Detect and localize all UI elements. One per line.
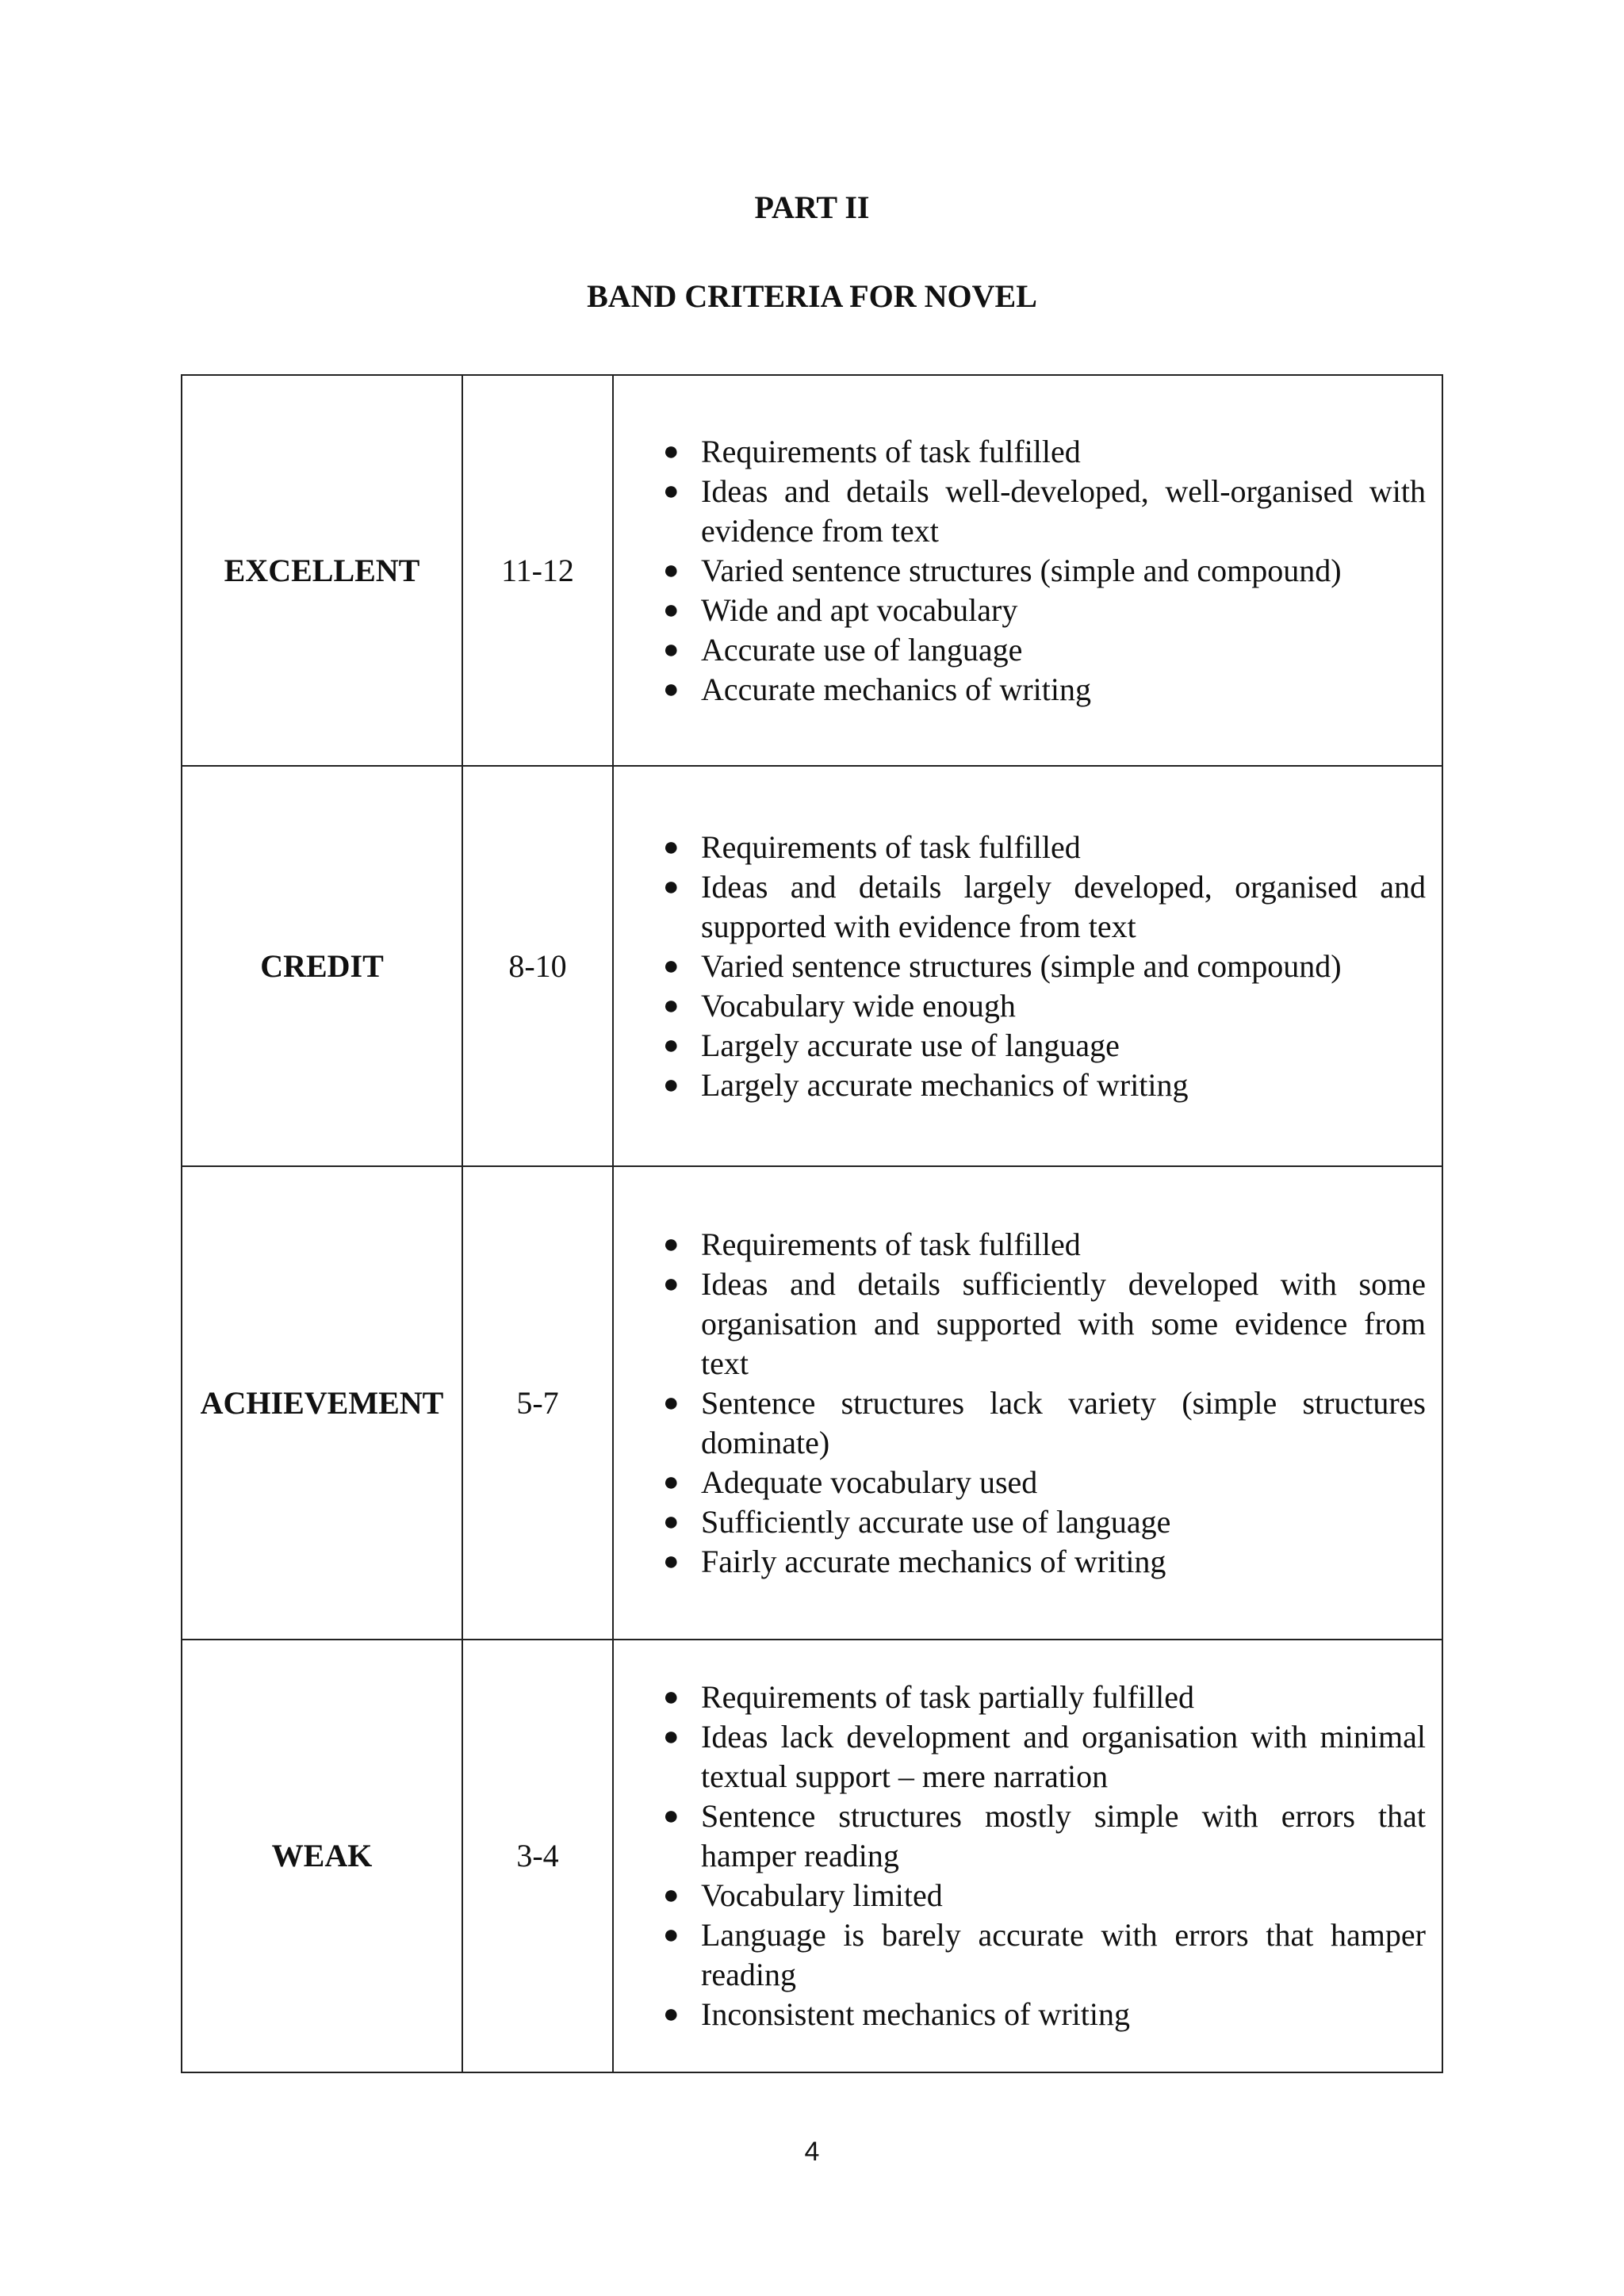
criteria-text: Requirements of task fulfilled	[701, 1226, 1081, 1262]
criteria-item	[614, 591, 1426, 630]
criteria-item	[614, 630, 1426, 670]
bullet-icon: ●	[663, 674, 680, 704]
criteria-text: Ideas lack development and organisation with minimal textual support – mere narration	[701, 1719, 1426, 1794]
criteria-item	[614, 1797, 1426, 1876]
band-row-credit	[182, 766, 1442, 1166]
band-criteria-cell	[613, 766, 1442, 1166]
criteria-text: Requirements of task fulfilled	[701, 433, 1081, 469]
criteria-item	[614, 1265, 1426, 1383]
band-name: CREDIT	[182, 766, 462, 1166]
bullet-icon: ●	[663, 1999, 680, 2029]
criteria-list	[614, 1225, 1426, 1582]
criteria-item	[614, 1876, 1426, 1915]
criteria-item	[614, 670, 1426, 710]
criteria-item	[614, 1066, 1426, 1105]
criteria-item	[614, 472, 1426, 551]
criteria-item	[614, 828, 1426, 867]
band-name: ACHIEVEMENT	[182, 1166, 462, 1640]
criteria-text: Fairly accurate mechanics of writing	[701, 1543, 1166, 1579]
criteria-item	[614, 551, 1426, 591]
criteria-item	[614, 1995, 1426, 2034]
criteria-item	[614, 1383, 1426, 1463]
criteria-text: Inconsistent mechanics of writing	[701, 1996, 1130, 2032]
criteria-text: Requirements of task partially fulfilled	[701, 1679, 1195, 1715]
page-number: 4	[804, 2137, 820, 2167]
criteria-text: Varied sentence structures (simple and compound)	[701, 552, 1342, 588]
bullet-icon: ●	[663, 1467, 680, 1497]
bullet-icon: ●	[663, 1269, 680, 1299]
criteria-text: Varied sentence structures (simple and compound)	[701, 947, 1342, 984]
band-row-excellent	[182, 375, 1442, 766]
bullet-icon: ●	[663, 1546, 680, 1576]
band-name: EXCELLENT	[182, 375, 462, 766]
band-criteria-cell	[613, 1640, 1442, 2072]
bullet-icon: ●	[663, 1387, 680, 1418]
criteria-item	[614, 1915, 1426, 1995]
band-range: 11-12	[462, 375, 613, 766]
bullet-icon: ●	[663, 1881, 680, 1910]
bullet-icon: ●	[663, 871, 680, 901]
criteria-text: Ideas and details well-developed, well-organised with evidence from text	[701, 473, 1426, 549]
criteria-item	[614, 1678, 1426, 1717]
criteria-text: Vocabulary wide enough	[701, 987, 1016, 1024]
criteria-text: Largely accurate mechanics of writing	[701, 1066, 1189, 1103]
bullet-icon: ●	[663, 1682, 680, 1712]
criteria-item	[614, 1026, 1426, 1066]
band-criteria-cell	[613, 1166, 1442, 1640]
criteria-item	[614, 432, 1426, 472]
criteria-text: Accurate mechanics of writing	[701, 671, 1092, 707]
band-criteria-cell	[613, 375, 1442, 766]
criteria-text: Sentence structures mostly simple with errors that hamper reading	[701, 1798, 1426, 1873]
criteria-text: Sentence structures lack variety (simple structures dominate)	[701, 1384, 1426, 1460]
band-row-weak	[182, 1640, 1442, 2072]
bullet-icon: ●	[663, 1506, 680, 1536]
criteria-text: Wide and apt vocabulary	[701, 591, 1018, 628]
bullet-icon: ●	[663, 555, 680, 585]
criteria-text: Adequate vocabulary used	[701, 1464, 1038, 1500]
criteria-text: Requirements of task fulfilled	[701, 828, 1081, 865]
criteria-text: Ideas and details sufficiently developed with some organisation and supported with some evidence from text	[701, 1265, 1426, 1381]
criteria-item	[614, 867, 1426, 947]
bullet-icon: ●	[663, 1070, 680, 1100]
bullet-icon: ●	[663, 476, 680, 506]
band-row-achievement	[182, 1166, 1442, 1640]
criteria-item	[614, 1225, 1426, 1265]
band-range: 8-10	[462, 766, 613, 1166]
criteria-item	[614, 1717, 1426, 1797]
bullet-icon: ●	[663, 595, 680, 625]
section-title: BAND CRITERIA FOR NOVEL	[587, 278, 1037, 314]
band-criteria-table	[181, 374, 1443, 2073]
criteria-item	[614, 1463, 1426, 1502]
criteria-text: Sufficiently accurate use of language	[701, 1503, 1171, 1540]
criteria-list	[614, 828, 1426, 1105]
band-name: WEAK	[182, 1640, 462, 2072]
bullet-icon: ●	[663, 832, 680, 862]
band-range: 5-7	[462, 1166, 613, 1640]
criteria-list	[614, 1678, 1426, 2034]
bullet-icon: ●	[663, 990, 680, 1020]
criteria-list	[614, 432, 1426, 710]
criteria-item	[614, 986, 1426, 1026]
bullet-icon: ●	[663, 1229, 680, 1259]
criteria-item	[614, 1502, 1426, 1542]
bullet-icon: ●	[663, 1722, 680, 1751]
bullet-icon: ●	[663, 634, 680, 664]
band-range: 3-4	[462, 1640, 613, 2072]
bullet-icon: ●	[663, 1030, 680, 1060]
criteria-text: Largely accurate use of language	[701, 1027, 1120, 1063]
bullet-icon: ●	[663, 1801, 680, 1831]
criteria-text: Vocabulary limited	[701, 1877, 943, 1913]
criteria-item	[614, 947, 1426, 986]
criteria-text: Language is barely accurate with errors that hamper reading	[701, 1917, 1426, 1992]
criteria-text: Ideas and details largely developed, organised and supported with evidence from text	[701, 868, 1426, 944]
bullet-icon: ●	[663, 951, 680, 981]
bullet-icon: ●	[663, 1920, 680, 1950]
criteria-item	[614, 1542, 1426, 1582]
bullet-icon: ●	[663, 436, 680, 466]
part-title: PART II	[754, 189, 870, 225]
criteria-text: Accurate use of language	[701, 631, 1023, 668]
